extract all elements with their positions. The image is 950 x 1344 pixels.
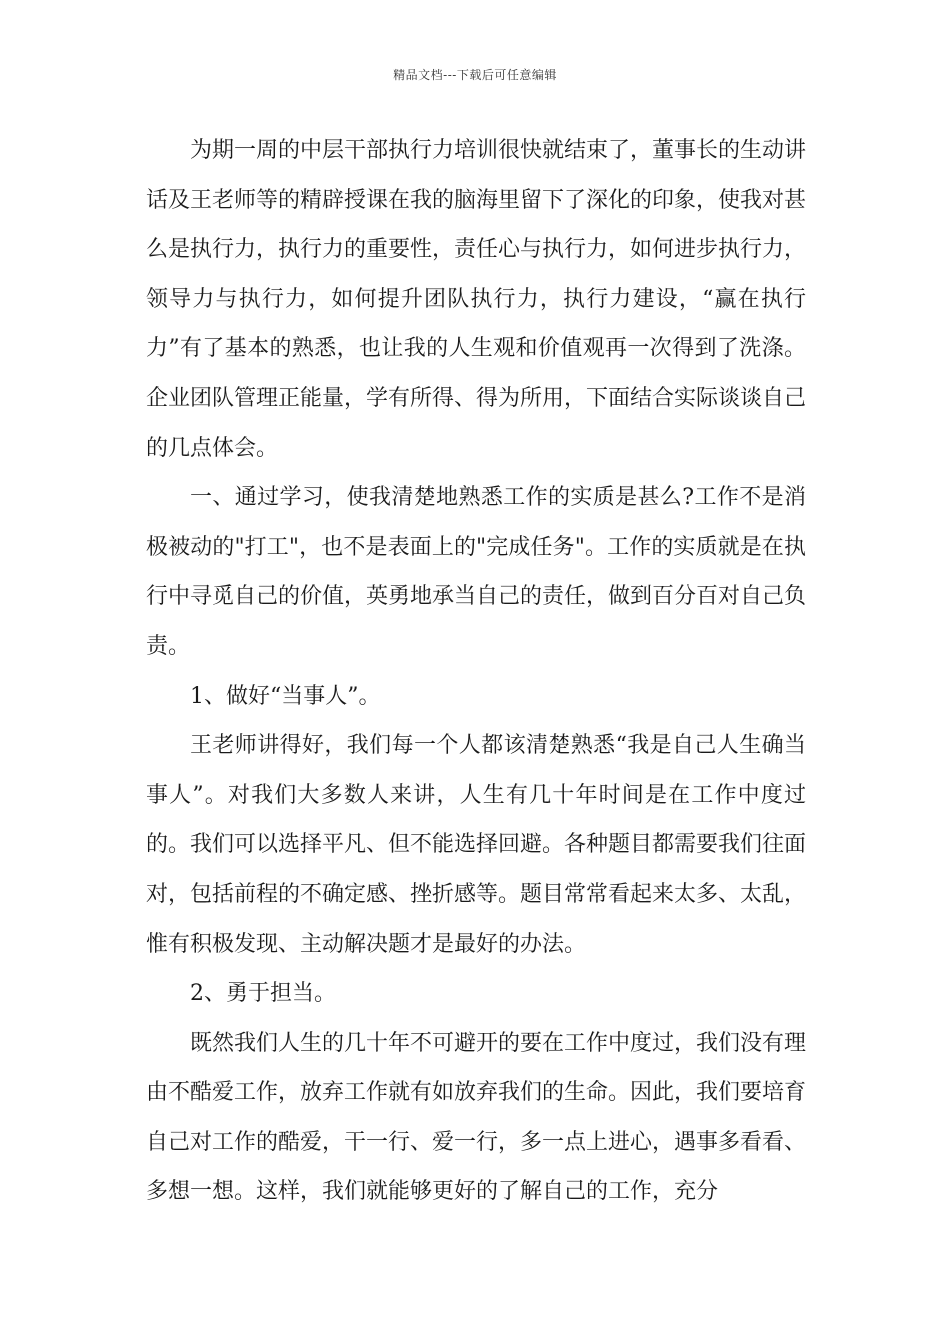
page-header: 精品文档---下载后可任意编辑 [393, 68, 557, 82]
paragraph-point-two-heading: 2、勇于担当。 [190, 981, 336, 1007]
paragraph-section-one: 一、通过学习，使我清楚地熟悉工作的实质是甚么?工作不是消极被动的"打工"，也不是表面上的"完成任务"。工作的实质就是在执行中寻觅自己的价值，英勇地承当自己的责任，做到百分百对自己负责。 [146, 485, 807, 659]
paragraph-point-two-body: 既然我们人生的几十年不可避开的要在工作中度过，我们没有理由不酷爱工作，放弃工作就有如放弃我们的生命。因此，我们要培育自己对工作的酷爱，干一行、爱一行，多一点上进心，遇事多看看、多想一想。这样，我们就能够更好的了解自己的工作，充分 [146, 1030, 807, 1205]
paragraph-point-one-heading: 1、做好“当事人”。 [190, 683, 381, 709]
paragraph-point-one-body: 王老师讲得好，我们每一个人都该清楚熟悉“我是自己人生确当事人”。对我们大多数人来讲，人生有几十年时间是在工作中度过的。我们可以选择平凡、但不能选择回避。各种题目都需要我们往面对，包括前程的不确定感、挫折感等。题目常常看起来太多、太乱，惟有积极发现、主动解决题才是最好的办法。 [146, 733, 807, 957]
document-body [146, 126, 806, 1217]
paragraph-intro: 为期一周的中层干部执行力培训很快就结束了，董事长的生动讲话及王老师等的精辟授课在我的脑海里留下了深化的印象，使我对甚么是执行力，执行力的重要性，责任心与执行力，如何进步执行力，领导力与执行力，如何提升团队执行力，执行力建设，“赢在执行力”有了基本的熟悉，也让我的人生观和价值观再一次得到了洗涤。企业团队管理正能量，学有所得、得为所用，下面结合实际谈谈自己的几点体会。 [146, 138, 807, 461]
